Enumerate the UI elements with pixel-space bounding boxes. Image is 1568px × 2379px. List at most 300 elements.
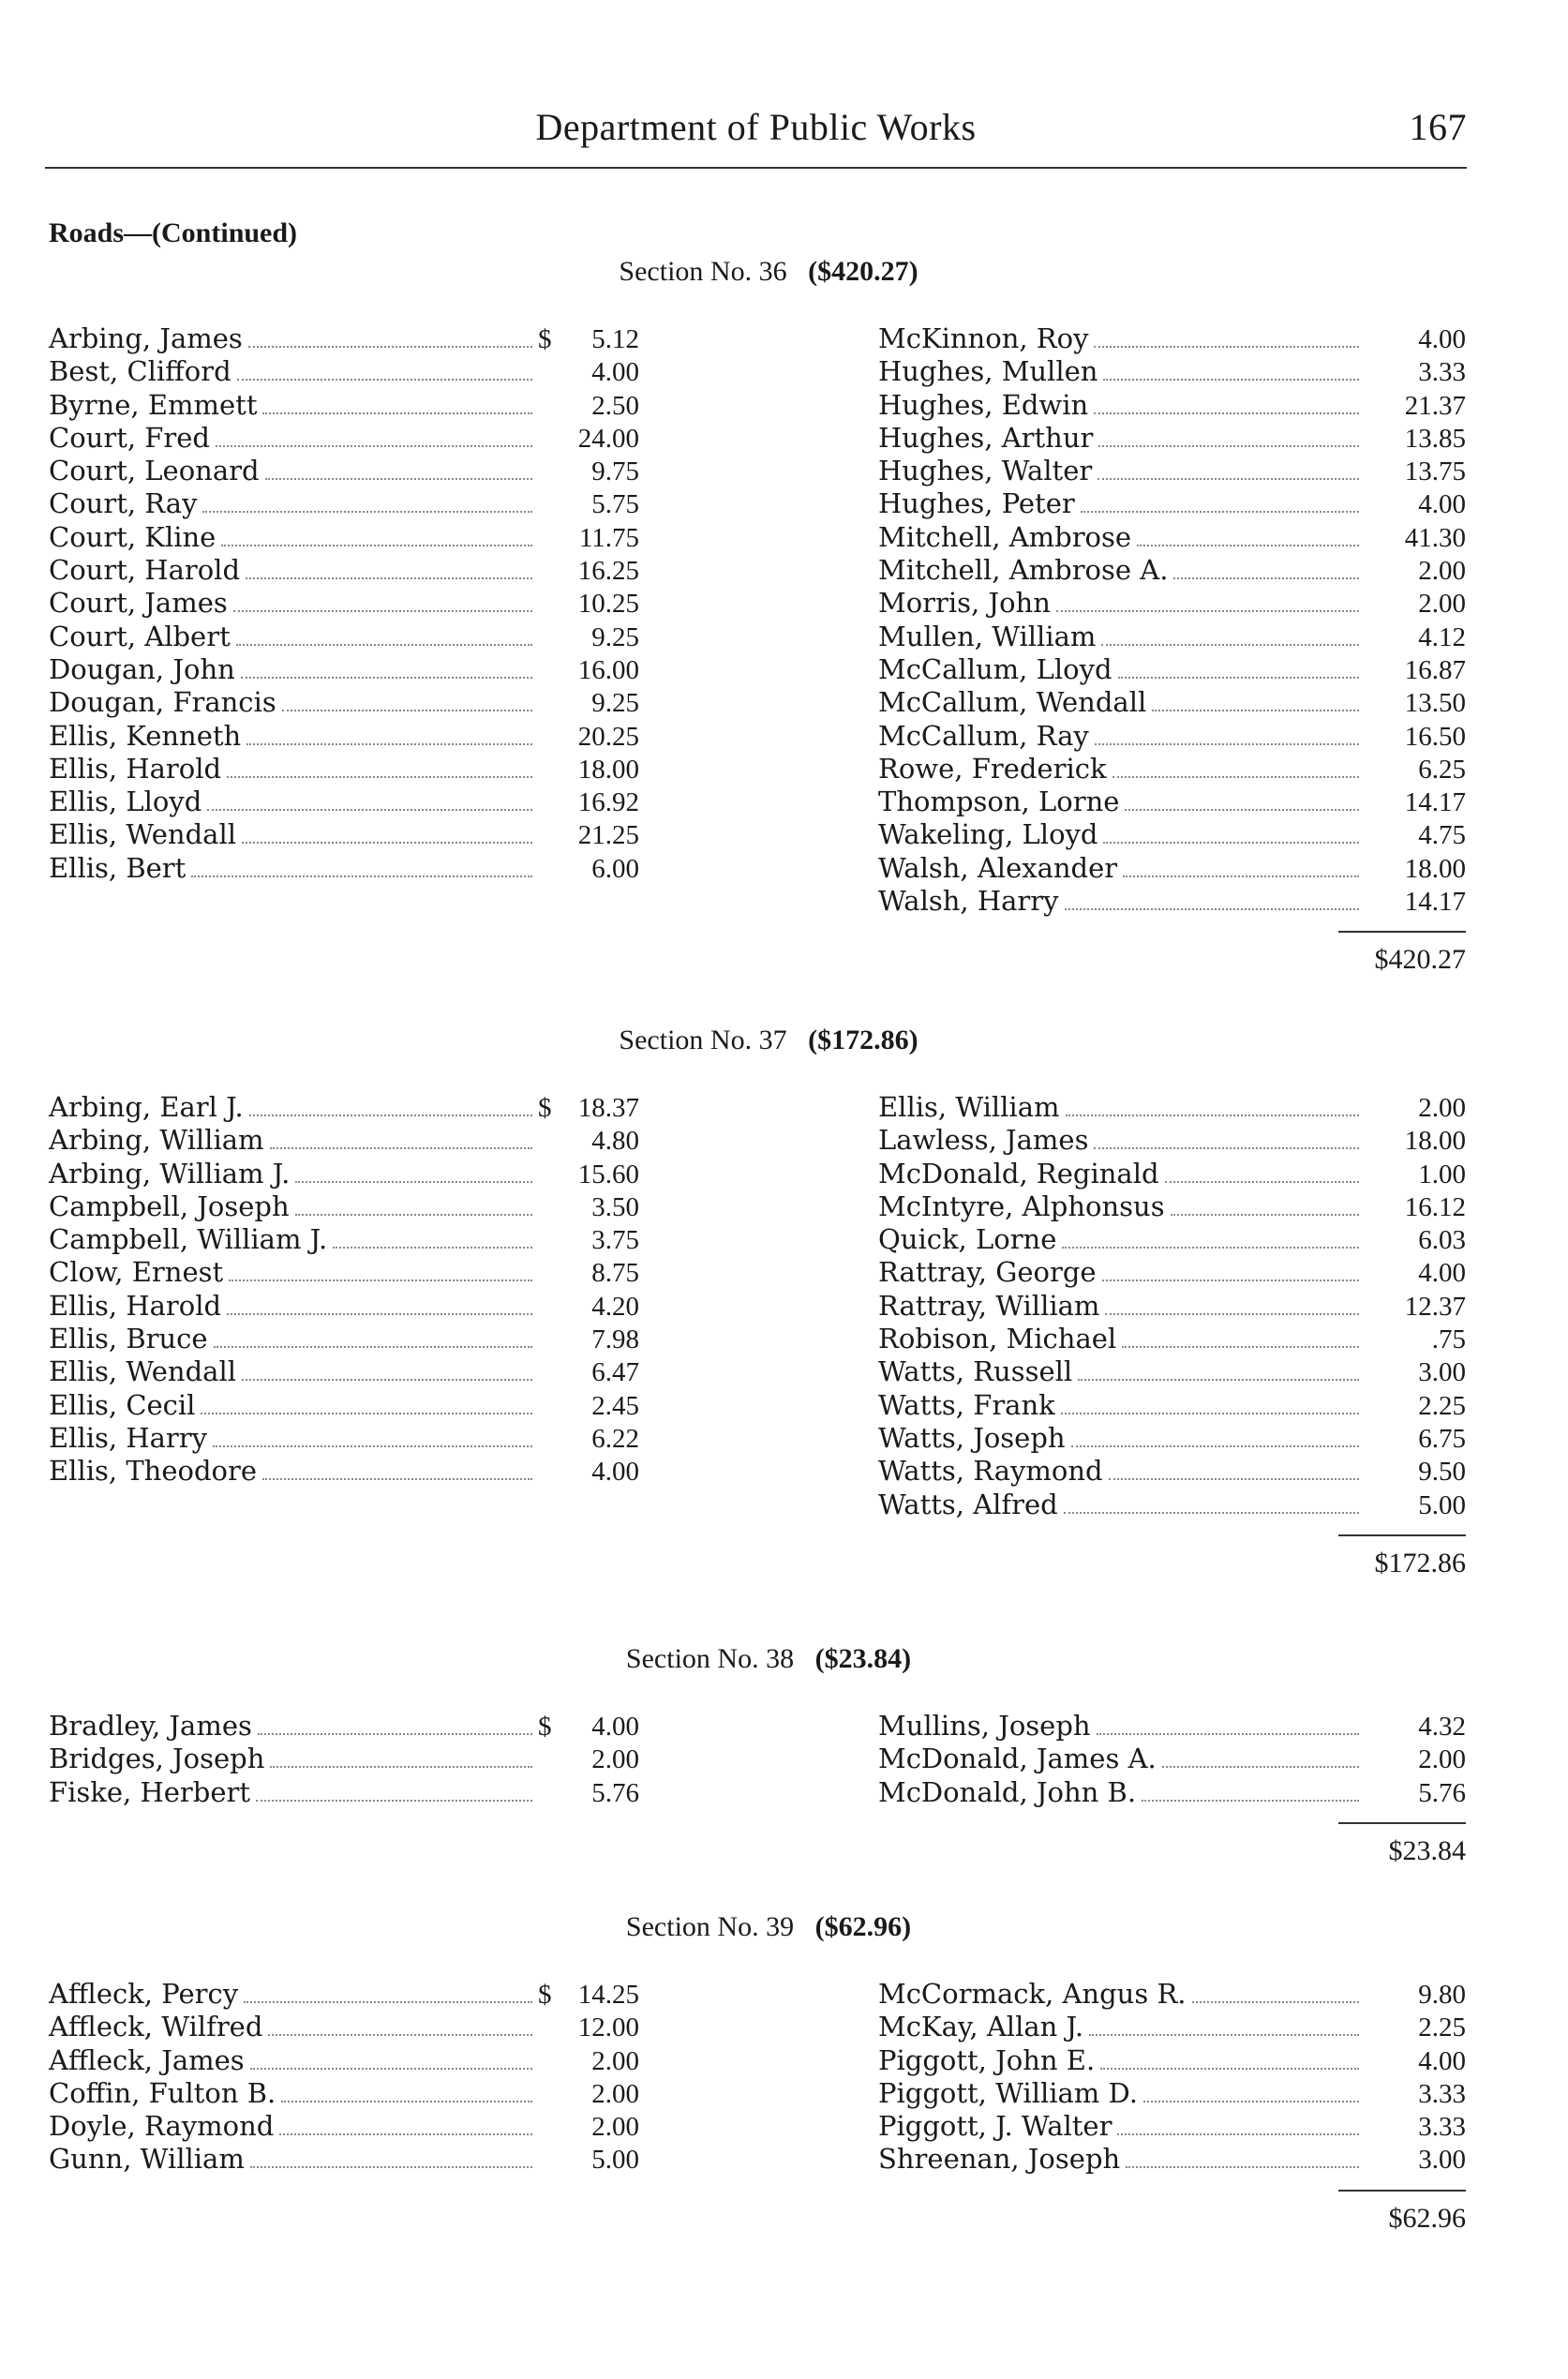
ledger-row — [49, 1124, 639, 1157]
payee-name: Rattray, William — [878, 1289, 1100, 1322]
payee-name: Campbell, Joseph — [49, 1190, 290, 1222]
ledger-row — [49, 1323, 639, 1355]
ledger-row — [878, 587, 1466, 620]
payee-name: McDonald, Reginald — [878, 1157, 1159, 1190]
leader-dots — [262, 1478, 532, 1480]
ledger-row — [878, 1158, 1466, 1190]
leader-dots — [279, 2133, 532, 2135]
left-column — [49, 1710, 639, 1809]
payee-name: Dougan, John — [49, 652, 235, 685]
ledger-row — [878, 2044, 1466, 2077]
amount-value: 13.75 — [1404, 456, 1466, 487]
leader-dots — [1071, 1445, 1359, 1447]
amount-value: 6.00 — [591, 853, 639, 884]
ledger-row — [878, 554, 1466, 587]
amount-value: 3.75 — [591, 1225, 639, 1256]
ledger-row — [878, 1710, 1466, 1743]
ledger-row — [49, 587, 639, 620]
payee-name: Wakeling, Lloyd — [878, 818, 1098, 851]
leader-dots — [1103, 842, 1359, 844]
leader-dots — [1078, 1379, 1359, 1381]
amount-value: 15.60 — [577, 1159, 639, 1190]
section-36 — [49, 253, 1466, 976]
leader-dots — [1123, 875, 1359, 877]
payee-name: Piggott, William D. — [878, 2076, 1138, 2109]
section-label: Section No. 37 — [619, 1025, 787, 1055]
ledger-row — [878, 521, 1466, 554]
ledger-row — [878, 1743, 1466, 1775]
ledger-row — [49, 1158, 639, 1190]
leader-dots — [242, 1379, 532, 1381]
ledger-row — [49, 2044, 639, 2077]
ledger-row — [49, 786, 639, 818]
payee-name: Doyle, Raymond — [49, 2110, 275, 2143]
section-amount: ($23.84) — [814, 1643, 912, 1674]
ledger-row — [878, 720, 1466, 753]
leader-dots — [244, 2001, 532, 2003]
payee-name: Mullen, William — [878, 620, 1097, 652]
dollar-sign: $ — [538, 1093, 552, 1123]
ledger-row — [49, 818, 639, 851]
amount-value: 3.50 — [591, 1191, 639, 1222]
leader-dots — [270, 1766, 532, 1768]
ledger-row — [49, 1355, 639, 1388]
payee-name: Arbing, James — [49, 322, 243, 354]
amount-value: 6.25 — [1418, 754, 1466, 785]
ledger-row — [878, 1355, 1466, 1388]
leader-dots — [258, 1733, 532, 1735]
ledger-row — [878, 322, 1466, 355]
payee-name: McCallum, Wendall — [878, 686, 1147, 719]
ledger-row — [49, 686, 639, 719]
amount-value: 16.87 — [1404, 654, 1466, 685]
ledger-row — [878, 455, 1466, 487]
amount-value: 12.00 — [577, 2012, 639, 2043]
payee-name: Court, Ray — [49, 487, 198, 520]
amount-value: 4.00 — [591, 357, 639, 388]
payee-name: Byrne, Emmett — [49, 388, 258, 421]
leader-dots — [262, 412, 532, 414]
ledger-row — [49, 554, 639, 587]
payee-name: Ellis, Kenneth — [49, 719, 242, 752]
total-rule — [1338, 1534, 1466, 1536]
payee-name: Walsh, Alexander — [878, 851, 1118, 884]
amount-value: 9.80 — [1418, 1980, 1466, 2010]
leader-dots — [248, 346, 532, 348]
section-amount: ($62.96) — [814, 1911, 912, 1942]
ledger-row — [49, 355, 639, 388]
leader-dots — [249, 1115, 532, 1116]
leader-dots — [216, 445, 532, 447]
section-37 — [49, 1022, 1466, 1579]
section-total: $172.86 — [1374, 1547, 1466, 1579]
amount-value: 9.75 — [591, 456, 639, 487]
payee-name: Hughes, Arthur — [878, 421, 1094, 454]
leader-dots — [256, 1800, 532, 1802]
payee-name: Bradley, James — [49, 1710, 252, 1742]
amount-value: 41.30 — [1404, 522, 1466, 553]
leader-dots — [233, 610, 532, 612]
total-rule — [1338, 2190, 1466, 2192]
payee-name: Ellis, Bert — [49, 851, 187, 884]
amount-value: 13.50 — [1404, 688, 1466, 719]
amount-value: 4.00 — [591, 1457, 639, 1488]
dollar-sign: $ — [538, 324, 552, 354]
payee-name: Affleck, James — [49, 2043, 245, 2076]
leader-dots — [1142, 1800, 1359, 1802]
amount-value: 5.00 — [591, 2145, 639, 2176]
ledger-row — [878, 1978, 1466, 2011]
right-column — [878, 1978, 1466, 2177]
amount-value: 5.76 — [1418, 1777, 1466, 1808]
section-title — [49, 1908, 1466, 1946]
ledger-row — [878, 885, 1466, 918]
amount-value: 5.12 — [591, 324, 639, 354]
amount-value: 6.75 — [1418, 1423, 1466, 1454]
total-rule — [1338, 1822, 1466, 1824]
ledger-row — [878, 1489, 1466, 1521]
leader-dots — [246, 577, 532, 579]
payee-name: Rowe, Frederick — [878, 752, 1107, 785]
leader-dots — [1081, 511, 1359, 513]
leader-dots — [1103, 379, 1359, 381]
leader-dots — [242, 842, 532, 844]
payee-name: Ellis, Harold — [49, 752, 222, 785]
ledger-row — [878, 786, 1466, 818]
payee-name: Rattray, George — [878, 1256, 1097, 1289]
ledger-row — [49, 1256, 639, 1289]
leader-dots — [202, 511, 532, 513]
payee-name: Ellis, Wendall — [49, 1355, 236, 1388]
ledger-row — [878, 1323, 1466, 1355]
amount-value: 16.12 — [1404, 1191, 1466, 1222]
ledger-row — [49, 1290, 639, 1323]
amount-value: 4.00 — [1418, 1258, 1466, 1289]
amount-value: 2.00 — [1418, 556, 1466, 587]
amount-value: 9.25 — [591, 621, 639, 652]
amount-value: 21.37 — [1404, 390, 1466, 421]
leader-dots — [1066, 1115, 1360, 1116]
leader-dots — [1105, 1313, 1359, 1315]
leader-dots — [1162, 1766, 1359, 1768]
leader-dots — [265, 478, 532, 480]
section-total: $420.27 — [1374, 944, 1466, 976]
payee-name: McKay, Allan J. — [878, 2011, 1084, 2043]
amount-value: 18.37 — [577, 1093, 639, 1123]
amount-value: 16.50 — [1404, 721, 1466, 752]
payee-name: Court, Fred — [49, 421, 210, 454]
amount-value: 2.00 — [591, 2112, 639, 2143]
amount-value: 4.12 — [1418, 621, 1466, 652]
leader-dots — [1117, 2133, 1359, 2135]
ledger-row — [878, 1256, 1466, 1289]
payee-name: Ellis, Theodore — [49, 1455, 258, 1488]
ledger-row — [878, 422, 1466, 455]
payee-name: Morris, John — [878, 587, 1051, 620]
ledger-row — [49, 1776, 639, 1809]
amount-value: 6.03 — [1418, 1225, 1466, 1256]
ledger-row — [49, 1091, 639, 1124]
payee-name: Court, Kline — [49, 520, 217, 553]
ledger-row — [878, 1223, 1466, 1256]
leader-dots — [1102, 1279, 1359, 1281]
amount-value: 2.00 — [591, 1744, 639, 1775]
leader-dots — [1098, 445, 1359, 447]
ledger-row — [49, 2143, 639, 2176]
leader-dots — [1098, 478, 1359, 480]
amount-value: 4.00 — [1418, 2045, 1466, 2076]
page-number: 167 — [1409, 106, 1467, 148]
ledger-row — [878, 753, 1466, 786]
ledger-row — [49, 720, 639, 753]
leader-dots — [250, 2068, 532, 2070]
ledger-row — [49, 653, 639, 686]
amount-value: 6.22 — [591, 1423, 639, 1454]
amount-value: 14.17 — [1404, 887, 1466, 918]
ledger-row — [49, 1743, 639, 1775]
amount-value: 1.00 — [1418, 1159, 1466, 1190]
payee-name: Bridges, Joseph — [49, 1743, 265, 1775]
amount-value: 2.00 — [1418, 1093, 1466, 1123]
payee-name: Campbell, William J. — [49, 1223, 328, 1256]
leader-dots — [1192, 2001, 1359, 2003]
amount-value: 18.00 — [577, 754, 639, 785]
ledger-row — [878, 818, 1466, 851]
payee-name: McCallum, Lloyd — [878, 652, 1113, 685]
leader-dots — [1122, 1346, 1359, 1348]
payee-name: Coffin, Fulton B. — [49, 2076, 276, 2109]
payee-name: Ellis, Bruce — [49, 1323, 208, 1355]
payee-name: Court, James — [49, 587, 228, 620]
amount-value: 3.33 — [1418, 2078, 1466, 2109]
ledger-row — [878, 1190, 1466, 1223]
amount-value: 10.25 — [577, 589, 639, 620]
ledger-row — [878, 1290, 1466, 1323]
payee-name: Arbing, Earl J. — [49, 1091, 244, 1123]
ledger-row — [878, 1776, 1466, 1809]
leader-dots — [191, 875, 532, 877]
payee-name: Hughes, Edwin — [878, 388, 1089, 421]
amount-value: 14.25 — [577, 1980, 639, 2010]
leader-dots — [237, 379, 532, 381]
payee-name: Mullins, Joseph — [878, 1710, 1091, 1742]
leader-dots — [221, 545, 532, 546]
ledger-row — [878, 2011, 1466, 2043]
payee-name: McCormack, Angus R. — [878, 1978, 1187, 2010]
left-column — [49, 1091, 639, 1489]
leader-dots — [1094, 412, 1359, 414]
right-column — [878, 1091, 1466, 1521]
section-38 — [49, 1640, 1466, 1866]
leader-dots — [213, 1445, 532, 1447]
ledger-row — [49, 1710, 639, 1743]
amount-value: 7.98 — [591, 1324, 639, 1355]
payee-name: Ellis, Harry — [49, 1421, 208, 1454]
leader-dots — [1113, 776, 1359, 778]
ledger-row — [49, 422, 639, 455]
amount-value: 2.45 — [591, 1390, 639, 1421]
leader-dots — [1065, 908, 1359, 910]
ledger-row — [878, 2077, 1466, 2110]
payee-name: Ellis, William — [878, 1091, 1060, 1123]
amount-value: 18.00 — [1404, 1126, 1466, 1157]
leader-dots — [1101, 644, 1359, 646]
ledger-row — [49, 1422, 639, 1455]
leader-dots — [241, 677, 532, 679]
payee-name: Fiske, Herbert — [49, 1775, 251, 1808]
leader-dots — [1094, 346, 1359, 348]
ledger-row — [49, 1223, 639, 1256]
payee-name: Piggott, John E. — [878, 2043, 1096, 2076]
payee-name: Hughes, Peter — [878, 487, 1075, 520]
amount-value: 3.33 — [1418, 357, 1466, 388]
amount-value: 5.75 — [591, 489, 639, 520]
leader-dots — [1173, 577, 1359, 579]
amount-value: 4.00 — [1418, 489, 1466, 520]
ledger-row — [49, 1190, 639, 1223]
leader-dots — [1064, 1512, 1359, 1514]
payee-name: Lawless, James — [878, 1124, 1089, 1157]
leader-dots — [295, 1214, 532, 1216]
dollar-sign: $ — [538, 1980, 552, 2010]
amount-value: 8.75 — [591, 1258, 639, 1289]
leader-dots — [207, 809, 532, 811]
leader-dots — [1109, 1478, 1359, 1480]
leader-dots — [268, 2034, 532, 2036]
amount-value: 3.00 — [1418, 2145, 1466, 2176]
payee-name: Robison, Michael — [878, 1323, 1117, 1355]
payee-name: Ellis, Cecil — [49, 1388, 196, 1421]
amount-value: 4.75 — [1418, 820, 1466, 851]
section-amount: ($172.86) — [808, 1025, 918, 1055]
amount-value: 9.25 — [591, 688, 639, 719]
amount-value: 13.85 — [1404, 423, 1466, 454]
ledger-row — [49, 1978, 639, 2011]
amount-value: 16.92 — [577, 787, 639, 818]
section-label: Section No. 38 — [625, 1643, 795, 1674]
payee-name: Quick, Lorne — [878, 1223, 1057, 1256]
amount-value: 16.25 — [577, 556, 639, 587]
leader-dots — [1152, 710, 1359, 711]
payee-name: McIntyre, Alphonsus — [878, 1190, 1165, 1222]
amount-value: 14.17 — [1404, 787, 1466, 818]
payee-name: McCallum, Ray — [878, 719, 1089, 752]
leader-dots — [1094, 1147, 1359, 1149]
payee-name: Arbing, William J. — [49, 1157, 291, 1190]
ledger-row — [878, 1091, 1466, 1124]
amount-value: 24.00 — [577, 423, 639, 454]
ledger-row — [878, 1455, 1466, 1488]
leader-dots — [1097, 1733, 1359, 1735]
ledger-row — [49, 753, 639, 786]
leader-dots — [229, 1279, 532, 1281]
payee-name: Watts, Joseph — [878, 1421, 1066, 1454]
leader-dots — [1100, 2068, 1359, 2070]
amount-value: 4.32 — [1418, 1712, 1466, 1742]
section-label: Section No. 36 — [619, 256, 787, 287]
leader-dots — [1095, 743, 1359, 745]
subhead: Roads—(Continued) — [49, 217, 298, 248]
ledger-row — [49, 521, 639, 554]
leader-dots — [1056, 610, 1359, 612]
amount-value: 3.00 — [1418, 1357, 1466, 1388]
payee-name: Piggott, J. Walter — [878, 2110, 1113, 2143]
page-title: Department of Public Works — [535, 106, 977, 148]
leader-dots — [1126, 2166, 1359, 2168]
ledger-row — [878, 653, 1466, 686]
amount-value: 2.00 — [1418, 1744, 1466, 1775]
ledger-row — [49, 852, 639, 885]
leader-dots — [227, 1313, 532, 1315]
section-amount: ($420.27) — [808, 256, 918, 287]
ledger-row — [878, 621, 1466, 653]
leader-dots — [1061, 1413, 1359, 1414]
amount-value: 20.25 — [577, 721, 639, 752]
section-title — [49, 1640, 1466, 1678]
leader-dots — [295, 1181, 532, 1183]
ledger-row — [878, 355, 1466, 388]
payee-name: Dougan, Francis — [49, 686, 276, 719]
section-title — [49, 1022, 1466, 1059]
ledger-row — [878, 2110, 1466, 2143]
ledger-row — [49, 1455, 639, 1488]
ledger-row — [49, 2011, 639, 2043]
leader-dots — [236, 644, 532, 646]
leader-dots — [282, 710, 532, 711]
ledger-row — [49, 2077, 639, 2110]
amount-value: 18.00 — [1404, 853, 1466, 884]
left-column — [49, 322, 639, 885]
ledger-row — [49, 621, 639, 653]
section-label: Section No. 39 — [625, 1911, 795, 1942]
amount-value: 21.25 — [577, 820, 639, 851]
payee-name: Arbing, William — [49, 1124, 264, 1157]
ledger-row — [878, 2143, 1466, 2176]
amount-value: 6.47 — [591, 1357, 639, 1388]
amount-value: 4.20 — [591, 1291, 639, 1322]
amount-value: 11.75 — [578, 522, 639, 553]
left-column — [49, 1978, 639, 2177]
section-title — [49, 253, 1466, 291]
leader-dots — [246, 743, 532, 745]
leader-dots — [214, 1346, 532, 1348]
ledger-row — [49, 322, 639, 355]
leader-dots — [1062, 1247, 1359, 1249]
payee-name: Thompson, Lorne — [878, 786, 1120, 818]
leader-dots — [1118, 677, 1359, 679]
dollar-sign: $ — [538, 1712, 552, 1742]
leader-dots — [281, 2101, 532, 2102]
payee-name: McKinnon, Roy — [878, 322, 1089, 354]
payee-name: Best, Clifford — [49, 355, 231, 388]
amount-value: 16.00 — [577, 654, 639, 685]
leader-dots — [1125, 809, 1359, 811]
amount-value: 2.25 — [1418, 2012, 1466, 2043]
payee-name: Mitchell, Ambrose — [878, 520, 1132, 553]
amount-value: 4.80 — [591, 1126, 639, 1157]
leader-dots — [1089, 2034, 1359, 2036]
payee-name: Watts, Frank — [878, 1388, 1055, 1421]
payee-name: Ellis, Lloyd — [49, 786, 202, 818]
leader-dots — [333, 1247, 532, 1249]
payee-name: Court, Harold — [49, 554, 241, 587]
ledger-row — [49, 389, 639, 422]
leader-dots — [1165, 1181, 1359, 1183]
amount-value: 2.00 — [591, 2045, 639, 2076]
ledger-row — [878, 1422, 1466, 1455]
payee-name: Mitchell, Ambrose A. — [878, 554, 1169, 587]
header-rule — [45, 167, 1467, 169]
